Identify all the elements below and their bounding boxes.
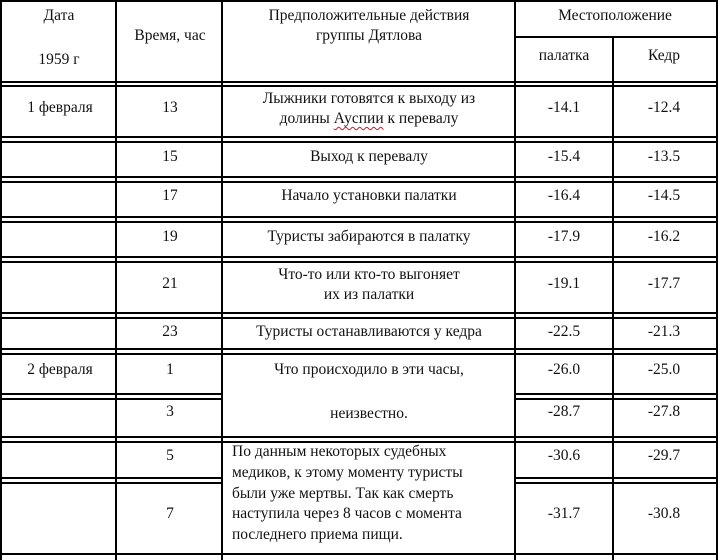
row-action: Туристы останавливаются у кедра: [256, 323, 482, 340]
row-line: [0, 312, 718, 314]
row-8-time: [118, 400, 222, 424]
row-line: [0, 181, 718, 183]
row-3-cedar: [614, 184, 714, 208]
row-time: 5: [166, 447, 174, 464]
table-bottom-line: [0, 553, 718, 555]
row-line: [514, 393, 718, 395]
row-line: [0, 317, 718, 319]
row-action-line2: [280, 109, 459, 129]
row-3-action: [224, 184, 514, 208]
header-location-subline: [514, 36, 718, 38]
row-action: Туристы забираются в палатку: [267, 228, 471, 245]
row-3-time: [118, 184, 222, 208]
row-6-cedar: [614, 320, 714, 344]
row-3-tent: [516, 184, 612, 208]
row-4-tent: [516, 225, 612, 249]
table-border-right: [716, 0, 718, 560]
header-year-label: 1959 г: [38, 51, 80, 68]
row-date: 2 февраля: [27, 361, 93, 378]
row-action: Начало установки палатки: [281, 187, 457, 204]
row-time: 3: [166, 403, 174, 420]
row-8-cedar: [614, 400, 714, 424]
final-note-line-5: последнего приема пищи.: [232, 526, 403, 544]
row-10-tent: [516, 502, 612, 526]
header-actions-line1: Предположительные действия: [268, 7, 470, 24]
row-time: 17: [162, 187, 178, 204]
row-line: [0, 482, 223, 484]
row-10-time: [118, 502, 222, 526]
header-bottom-line: [0, 81, 718, 83]
row-line: [0, 176, 718, 178]
row-time: 15: [162, 148, 178, 165]
row-tent: -19.1: [547, 275, 581, 292]
row-action: неизвестно.: [330, 405, 408, 422]
header-location: [516, 4, 714, 28]
final-note-line-4: наступила через 8 часов с момента: [232, 505, 462, 523]
header-tent: [516, 44, 612, 68]
row-line: [0, 348, 718, 350]
row-line: [514, 482, 718, 484]
header-tent-label: палатка: [538, 47, 590, 64]
row-action-line2-b: Ауспии: [333, 110, 384, 127]
row-action-line1: Лыжники готовятся к выходу из: [262, 90, 476, 107]
row-9-cedar: [614, 444, 714, 468]
row-tent: -31.7: [547, 505, 581, 522]
row-2-tent: [516, 145, 612, 169]
row-5-cedar: [614, 272, 714, 296]
row-line: [0, 441, 718, 443]
table-border-left: [0, 0, 2, 560]
row-cedar: -16.2: [647, 228, 681, 245]
row-line: [0, 256, 718, 258]
row-action-line2: их из палатки: [323, 286, 415, 303]
row-cedar: -14.5: [647, 187, 681, 204]
header-date-label: Дата: [43, 7, 75, 24]
row-tent: -17.9: [547, 228, 581, 245]
row-8-tent: [516, 400, 612, 424]
row-6-tent: [516, 320, 612, 344]
row-line: [514, 477, 718, 479]
row-line: [0, 436, 718, 438]
row-8-action: [224, 402, 514, 426]
row-line: [0, 216, 718, 218]
row-time: 21: [162, 275, 178, 292]
row-tent: -14.1: [547, 99, 581, 116]
row-action: Выход к перевалу: [310, 148, 428, 165]
row-6-time: [118, 320, 222, 344]
row-cedar: -21.3: [647, 323, 681, 340]
row-5-action: [224, 264, 514, 306]
row-5-time: [118, 272, 222, 296]
row-line: [0, 85, 718, 87]
row-4-cedar: [614, 225, 714, 249]
row-tent: -26.0: [547, 361, 581, 378]
row-time: 1: [166, 361, 174, 378]
row-action: Что происходило в эти часы,: [274, 361, 464, 378]
row-time: 13: [162, 99, 178, 116]
row-line: [514, 398, 718, 400]
row-10-cedar: [614, 502, 714, 526]
row-action-line2-c: к перевалу: [383, 110, 459, 127]
header-actions: [224, 4, 514, 48]
row-7-cedar: [614, 358, 714, 382]
row-line: [0, 261, 718, 263]
header-year: [4, 48, 114, 72]
header-top-line: [0, 0, 718, 2]
final-note-line-1: По данным некоторых судебных: [232, 443, 447, 460]
row-2-action: [224, 145, 514, 169]
row-cedar: -29.7: [647, 447, 681, 464]
row-cedar: -27.8: [647, 403, 681, 420]
row-9-time: [118, 444, 222, 468]
final-note-line-3: были уже мертвы. Так как смерть: [232, 484, 454, 502]
row-cedar: -13.5: [647, 148, 681, 165]
row-line: [0, 398, 223, 400]
final-note-line-2: медиков, к этому моменту туристы: [232, 463, 463, 481]
row-time: 7: [166, 505, 174, 522]
header-time-label: Время, час: [134, 27, 206, 44]
row-line: [0, 393, 223, 395]
col-sep-time-action: [221, 0, 223, 560]
row-1-action: [224, 88, 514, 130]
row-action-line2-a: долины: [279, 110, 334, 127]
row-cedar: -30.8: [647, 505, 681, 522]
row-cedar: -12.4: [647, 99, 681, 116]
row-line: [0, 221, 718, 223]
row-cedar: -25.0: [647, 361, 681, 378]
row-2-cedar: [614, 145, 714, 169]
header-cedar: [614, 44, 714, 68]
row-time: 23: [162, 323, 178, 340]
row-4-time: [118, 225, 222, 249]
row-1-cedar: [614, 96, 714, 120]
row-2-time: [118, 145, 222, 169]
header-cedar-label: Кедр: [647, 47, 681, 64]
col-sep-action-tent: [514, 0, 516, 560]
header-time: [118, 24, 222, 48]
header-actions-line2: группы Дятлова: [315, 27, 423, 44]
row-1-time: [118, 96, 222, 120]
row-tent: -16.4: [547, 187, 581, 204]
header-date: [4, 4, 114, 28]
row-line: [0, 477, 223, 479]
row-line: [0, 353, 718, 355]
row-7-tent: [516, 358, 612, 382]
col-sep-date-time: [115, 0, 117, 560]
row-7-action: [224, 358, 514, 382]
row-4-action: [224, 225, 514, 249]
row-1-date: [4, 96, 116, 120]
row-7-date: [4, 358, 116, 382]
row-tent: -30.6: [547, 447, 581, 464]
row-tent: -28.7: [547, 403, 581, 420]
header-location-label: Местоположение: [558, 7, 672, 24]
row-1-tent: [516, 96, 612, 120]
row-cedar: -17.7: [647, 275, 681, 292]
row-line: [0, 136, 718, 138]
row-tent: -22.5: [547, 323, 581, 340]
row-6-action: [224, 320, 514, 344]
row-5-tent: [516, 272, 612, 296]
row-date: 1 февраля: [27, 99, 93, 116]
row-time: 19: [162, 228, 178, 245]
row-action-line1: Что-то или кто-то выгоняет: [278, 266, 460, 283]
row-7-time: [118, 358, 222, 382]
final-note: [226, 442, 516, 546]
row-line: [0, 141, 718, 143]
row-9-tent: [516, 444, 612, 468]
row-tent: -15.4: [547, 148, 581, 165]
